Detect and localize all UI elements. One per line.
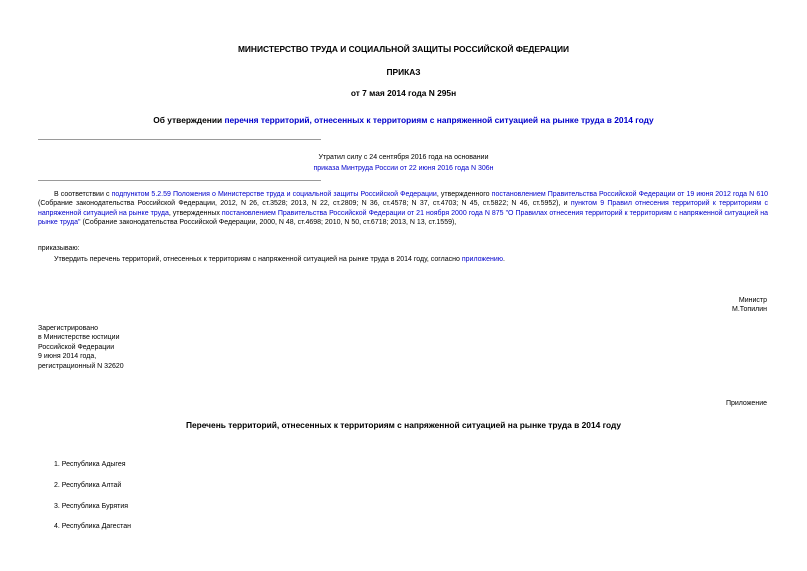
document-type: ПРИКАЗ	[386, 67, 421, 77]
document-date-number: от 7 мая 2014 года N 295н	[350, 88, 457, 98]
preamble-paragraph	[38, 190, 768, 228]
list-item: 4. Республика Дагестан	[54, 523, 131, 530]
status-basis	[0, 164, 807, 173]
registration-line: регистрационный N 32620	[38, 362, 124, 370]
appendix-label: Приложение	[725, 400, 767, 407]
preamble-text: (Собрание законодательства Российской Федерации, 2012, N 26, ст.3528; 2013, N 22, ст.2809; N 36, ст.4578; N 37, ст.4703; N 45, ст.5822; N 46, ст.5952), и	[38, 200, 571, 208]
signature-position: Министр	[738, 297, 767, 304]
preamble-text: (Собрание законодательства Российской Федерации, 2000, N 48, ст.4698; 2010, N 50, ст.6718; 2013, N 13, ст.1559),	[80, 219, 457, 227]
title-link[interactable]: перечня территорий, отнесенных к территориям с напряженной ситуацией на рынке труда в 2014 году	[224, 115, 654, 125]
approve-end: .	[503, 256, 505, 263]
preamble-text: , утвержденных	[168, 209, 222, 217]
approve-paragraph	[54, 255, 768, 264]
preamble-link-rules-clause[interactable]: пунктом 9 Правил отнесения территорий к территориям с напряженной ситуацией на рынке труда	[38, 200, 768, 217]
status-lost-force: Утратил силу с 24 сентября 2016 года на основании	[318, 154, 489, 161]
status-basis-link[interactable]: приказа Минтруда России от 22 июня 2016 года N 306н	[313, 165, 494, 172]
list-item: 1. Республика Адыгея	[54, 461, 126, 468]
preamble-link-resolution-2012[interactable]: постановлением Правительства Российской Федерации от 19 июня 2012 года N 610	[491, 191, 769, 198]
list-item: 3. Республика Бурятия	[54, 503, 129, 510]
divider-top	[38, 139, 321, 140]
appendix-title: Перечень территорий, отнесенных к территориям с напряженной ситуацией на рынке труда в 2014 году	[185, 420, 622, 430]
signature-block	[732, 296, 767, 315]
divider-bottom	[38, 180, 321, 181]
list-item: 2. Республика Алтай	[54, 482, 122, 489]
ministry-name: МИНИСТЕРСТВО ТРУДА И СОЦИАЛЬНОЙ ЗАЩИТЫ РОССИЙСКОЙ ФЕДЕРАЦИИ	[237, 44, 570, 54]
registration-line: Российской Федерации	[38, 343, 115, 351]
approve-text: Утвердить перечень территорий, отнесенных к территориям с напряженной ситуацией на рынке труда в 2014 году, согласно	[54, 256, 462, 263]
signature-name: М.Топилин	[732, 306, 767, 314]
preamble-link-resolution-2000[interactable]: постановлением Правительства Российской Федерации от 21 ноября 2000 года N 875 "О Правилах отнесения территорий к территориям с напряженной ситуацией на рынке труда"	[38, 209, 769, 227]
order-word: приказываю:	[38, 245, 80, 252]
registration-line: 9 июня 2014 года,	[38, 353, 97, 361]
preamble-text: , утвержденного	[436, 191, 492, 198]
title-prefix: Об утверждении	[153, 115, 225, 125]
document-title	[0, 115, 807, 126]
registration-block	[38, 324, 124, 371]
preamble-link-regulation[interactable]: подпунктом 5.2.59 Положения о Министерстве труда и социальной защиты Российской Федерации	[111, 191, 437, 198]
registration-line: Зарегистрировано	[38, 325, 98, 332]
registration-line: в Министерстве юстиции	[38, 334, 120, 342]
appendix-link[interactable]: приложению	[461, 256, 504, 263]
preamble-text: В соответствии с	[54, 191, 112, 198]
